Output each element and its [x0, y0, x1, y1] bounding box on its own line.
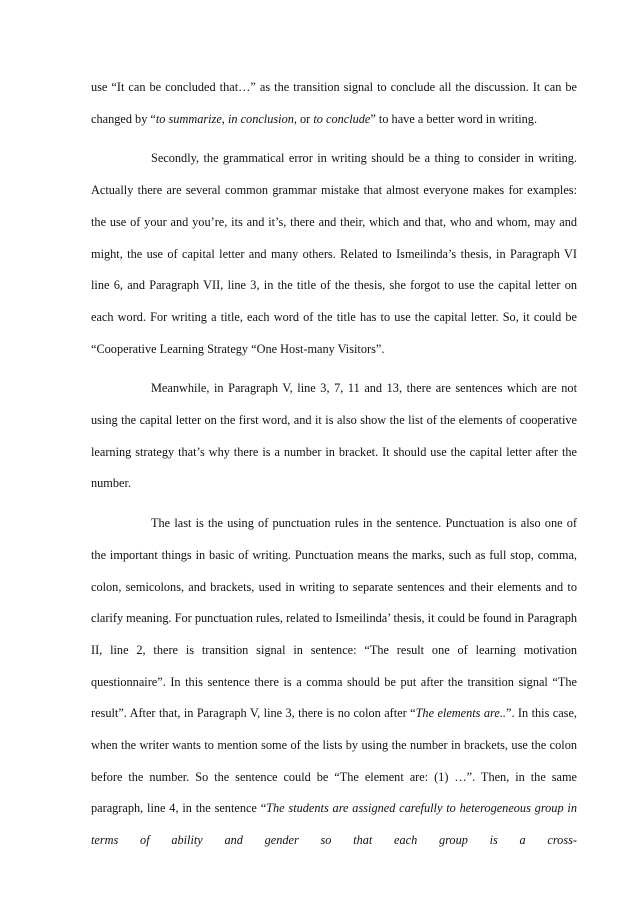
- paragraph-punctuation: [91, 508, 577, 857]
- paragraph-text: or: [296, 111, 314, 126]
- document-body: [91, 72, 577, 857]
- paragraph-grammatical-error: Secondly, the grammatical error in writing should be a thing to consider in writing. Actually there are several common grammar mistake that almost everyone makes for examples: the use of your and you’re, its and it’s, there and their, which and that, who and whom, may and might, the use of capital letter and many others. Related to Ismeilinda’s thesis, in Paragraph VI line 6, and Paragraph VII, line 3, in the title of the thesis, she forgot to use the capital letter on each word. For writing a title, each word of the title has to use the capital letter. So, it could be “Cooperative Learning Strategy “One Host-many Visitors”.: [91, 151, 577, 356]
- paragraph-text: use “It can be concluded that…” as the transition signal to conclude all the discussion. It can be changed by “: [91, 80, 577, 126]
- paragraph-text: The last is the using of punctuation rules in the sentence. Punctuation is also one of the important things in basic of writing. Punctuation means the marks, such as full stop, comma, colon, semicolons, and brackets, used in writing to separate sentences and their elements and to clarify meaning. For punctuation rules, related to Ismeilinda’ thesis, it could be found in Paragraph II, line 2, there is transition signal in sentence: “The result one of learning motivation questionnaire”. In this sentence there is a comma should be put after the transition signal “The result”. After that, in Paragraph V, line 3, there is no colon after “: [91, 516, 577, 721]
- italic-phrase: The students are assigned carefully to heterogeneous group in terms of ability and gender so that each group is a cross-: [91, 801, 577, 848]
- italic-phrase: to conclude: [313, 111, 371, 126]
- paragraph-text: ”. In this case, when the writer wants to mention some of the lists by using the number in brackets, use the colon before the number. So the sentence could be “The element are: (1) …”. Then, in the same paragraph, line 4, in the sentence “: [91, 706, 577, 816]
- paragraph-transition-signal: [91, 72, 577, 135]
- paragraph-capital-letter: Meanwhile, in Paragraph V, line 3, 7, 11 and 13, there are sentences which are not using the capital letter on the first word, and it is also show the list of the elements of cooperative learning strategy that’s why there is a number in bracket. It should use the capital letter after the number.: [91, 381, 577, 491]
- italic-phrase: to summarize, in conclusion,: [155, 111, 297, 126]
- paragraph-text: ” to have a better word in writing.: [370, 111, 538, 126]
- italic-phrase: The elements are..: [415, 706, 506, 721]
